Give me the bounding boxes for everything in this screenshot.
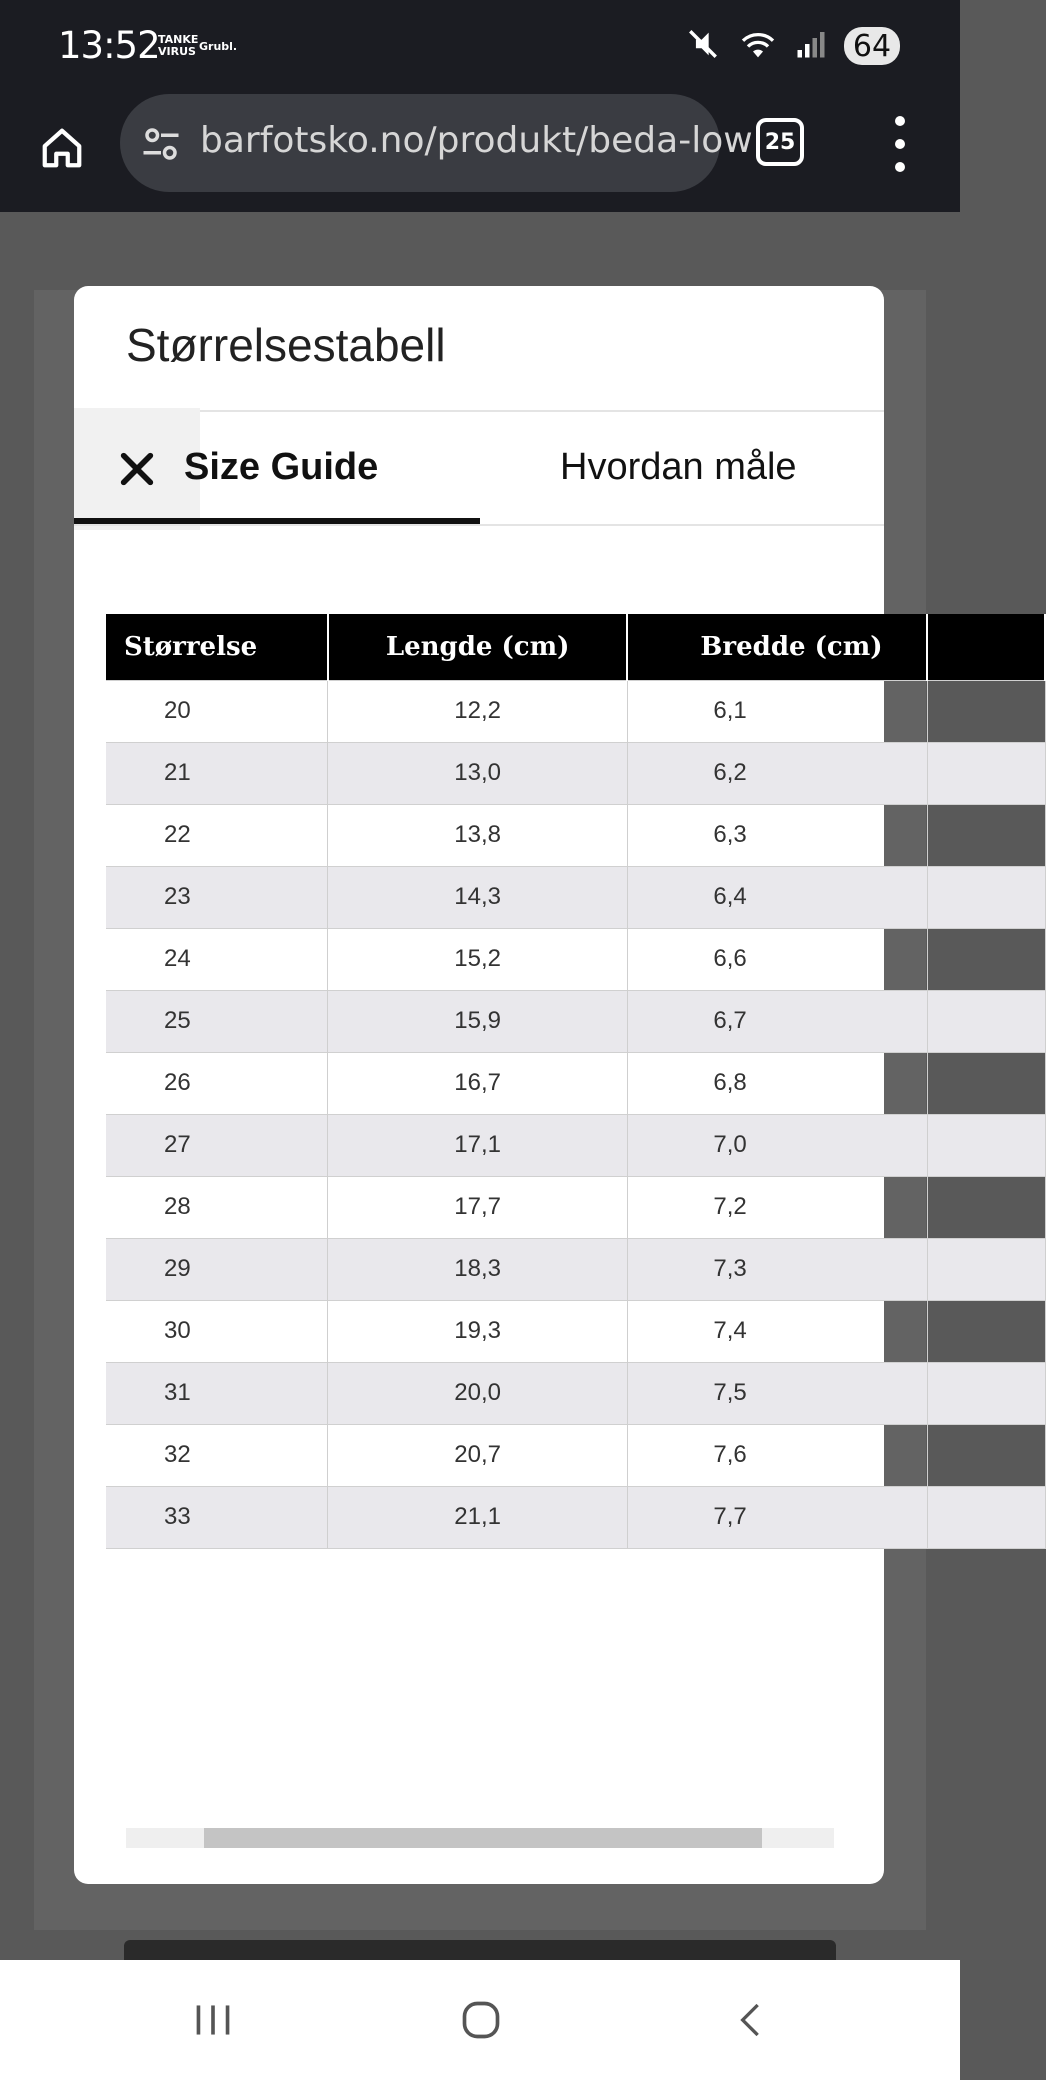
cell-width: 7,2 — [627, 1176, 927, 1238]
status-icons — [686, 26, 900, 66]
cell-size: 31 — [106, 1362, 328, 1424]
table-row — [106, 990, 1045, 1052]
cell-size: 29 — [106, 1238, 328, 1300]
address-bar[interactable] — [120, 94, 753, 192]
table-row — [106, 1114, 1045, 1176]
table-row — [106, 866, 1045, 928]
header-length: Lengde (cm) — [328, 614, 628, 680]
cell-hidden — [927, 1362, 1045, 1424]
status-time: 13:52 — [58, 24, 160, 67]
table-row — [106, 1238, 1045, 1300]
tune-icon[interactable] — [140, 123, 182, 165]
cell-hidden — [927, 990, 1045, 1052]
cell-hidden — [927, 1238, 1045, 1300]
recents-icon — [191, 2000, 235, 2040]
cell-size: 24 — [106, 928, 328, 990]
cell-width: 7,5 — [627, 1362, 927, 1424]
cell-width: 7,6 — [627, 1424, 927, 1486]
close-button[interactable] — [74, 408, 200, 530]
table-header-row — [106, 614, 1045, 680]
cell-hidden — [927, 1300, 1045, 1362]
size-table-container[interactable] — [124, 614, 883, 1546]
cell-length: 20,7 — [328, 1424, 628, 1486]
cell-width: 7,3 — [627, 1238, 927, 1300]
header-width: Bredde (cm) — [627, 614, 927, 680]
cell-width: 6,8 — [627, 1052, 927, 1114]
wifi-icon — [738, 27, 778, 66]
back-icon — [731, 1998, 771, 2042]
tab-how-to-measure[interactable]: Hvordan måle — [560, 445, 797, 488]
mute-icon — [686, 27, 720, 66]
scrollbar-thumb[interactable] — [204, 1828, 762, 1848]
cell-width: 6,3 — [627, 804, 927, 866]
nav-home-button[interactable] — [451, 1990, 511, 2050]
size-table — [106, 614, 1046, 1549]
tab-switcher-button[interactable]: 25 — [756, 118, 804, 166]
table-row — [106, 742, 1045, 804]
cell-size: 28 — [106, 1176, 328, 1238]
nav-home-icon — [459, 1998, 503, 2042]
battery-indicator: 64 — [844, 27, 900, 65]
table-row — [106, 680, 1045, 742]
cell-size: 30 — [106, 1300, 328, 1362]
home-icon — [39, 125, 85, 171]
cell-length: 17,1 — [328, 1114, 628, 1176]
badge-line1: TANKE — [158, 33, 199, 46]
notification-badge-tankevirus — [158, 34, 198, 58]
cell-hidden — [927, 1052, 1045, 1114]
cell-length: 13,8 — [328, 804, 628, 866]
cell-hidden — [927, 866, 1045, 928]
cell-size: 33 — [106, 1486, 328, 1548]
table-row — [106, 804, 1045, 866]
notification-badge-grubl: Grubl. — [199, 40, 238, 53]
signal-icon — [796, 28, 826, 65]
divider — [74, 524, 884, 526]
cell-length: 19,3 — [328, 1300, 628, 1362]
cell-length: 13,0 — [328, 742, 628, 804]
cell-width: 7,7 — [627, 1486, 927, 1548]
header-size: Størrelse — [106, 614, 328, 680]
cell-length: 15,2 — [328, 928, 628, 990]
cell-length: 16,7 — [328, 1052, 628, 1114]
system-nav-bar — [0, 1960, 960, 2080]
table-body — [106, 680, 1045, 1548]
cell-width: 7,4 — [627, 1300, 927, 1362]
cell-hidden — [927, 742, 1045, 804]
table-row — [106, 928, 1045, 990]
badge-line2: VIRUS — [158, 45, 196, 58]
table-row — [106, 1176, 1045, 1238]
cell-size: 23 — [106, 866, 328, 928]
table-row — [106, 1300, 1045, 1362]
cell-width: 6,2 — [627, 742, 927, 804]
recents-button[interactable] — [183, 1990, 243, 2050]
table-row — [106, 1052, 1045, 1114]
status-bar — [0, 0, 960, 94]
modal-title: Størrelsestabell — [126, 319, 446, 371]
cell-length: 20,0 — [328, 1362, 628, 1424]
cell-length: 21,1 — [328, 1486, 628, 1548]
table-row — [106, 1362, 1045, 1424]
cell-length: 18,3 — [328, 1238, 628, 1300]
tab-size-guide[interactable]: Size Guide — [184, 445, 379, 488]
cell-length: 12,2 — [328, 680, 628, 742]
cell-width: 6,4 — [627, 866, 927, 928]
browser-home-button[interactable] — [34, 120, 90, 176]
cell-hidden — [927, 1114, 1045, 1176]
more-vert-icon — [895, 116, 905, 126]
cell-hidden — [927, 804, 1045, 866]
cell-size: 27 — [106, 1114, 328, 1176]
back-button[interactable] — [721, 1990, 781, 2050]
cell-width: 6,1 — [627, 680, 927, 742]
header-hidden — [927, 614, 1045, 680]
browser-menu-button[interactable] — [884, 116, 916, 172]
cell-hidden — [927, 928, 1045, 990]
url-text[interactable]: barfotsko.no/produkt/beda-low — [200, 120, 753, 161]
cell-size: 25 — [106, 990, 328, 1052]
cell-size: 22 — [106, 804, 328, 866]
cell-size: 20 — [106, 680, 328, 742]
cell-length: 14,3 — [328, 866, 628, 928]
cell-hidden — [927, 1176, 1045, 1238]
size-table-modal — [74, 286, 884, 1884]
cell-hidden — [927, 1486, 1045, 1548]
cell-width: 6,6 — [627, 928, 927, 990]
cell-length: 15,9 — [328, 990, 628, 1052]
cell-width: 6,7 — [627, 990, 927, 1052]
cell-hidden — [927, 1424, 1045, 1486]
cell-size: 32 — [106, 1424, 328, 1486]
table-row — [106, 1424, 1045, 1486]
cell-size: 21 — [106, 742, 328, 804]
cell-size: 26 — [106, 1052, 328, 1114]
browser-toolbar — [0, 94, 960, 212]
cell-length: 17,7 — [328, 1176, 628, 1238]
horizontal-scrollbar[interactable] — [126, 1828, 834, 1848]
table-row — [106, 1486, 1045, 1548]
cell-hidden — [927, 680, 1045, 742]
close-icon — [117, 449, 157, 489]
cell-width: 7,0 — [627, 1114, 927, 1176]
